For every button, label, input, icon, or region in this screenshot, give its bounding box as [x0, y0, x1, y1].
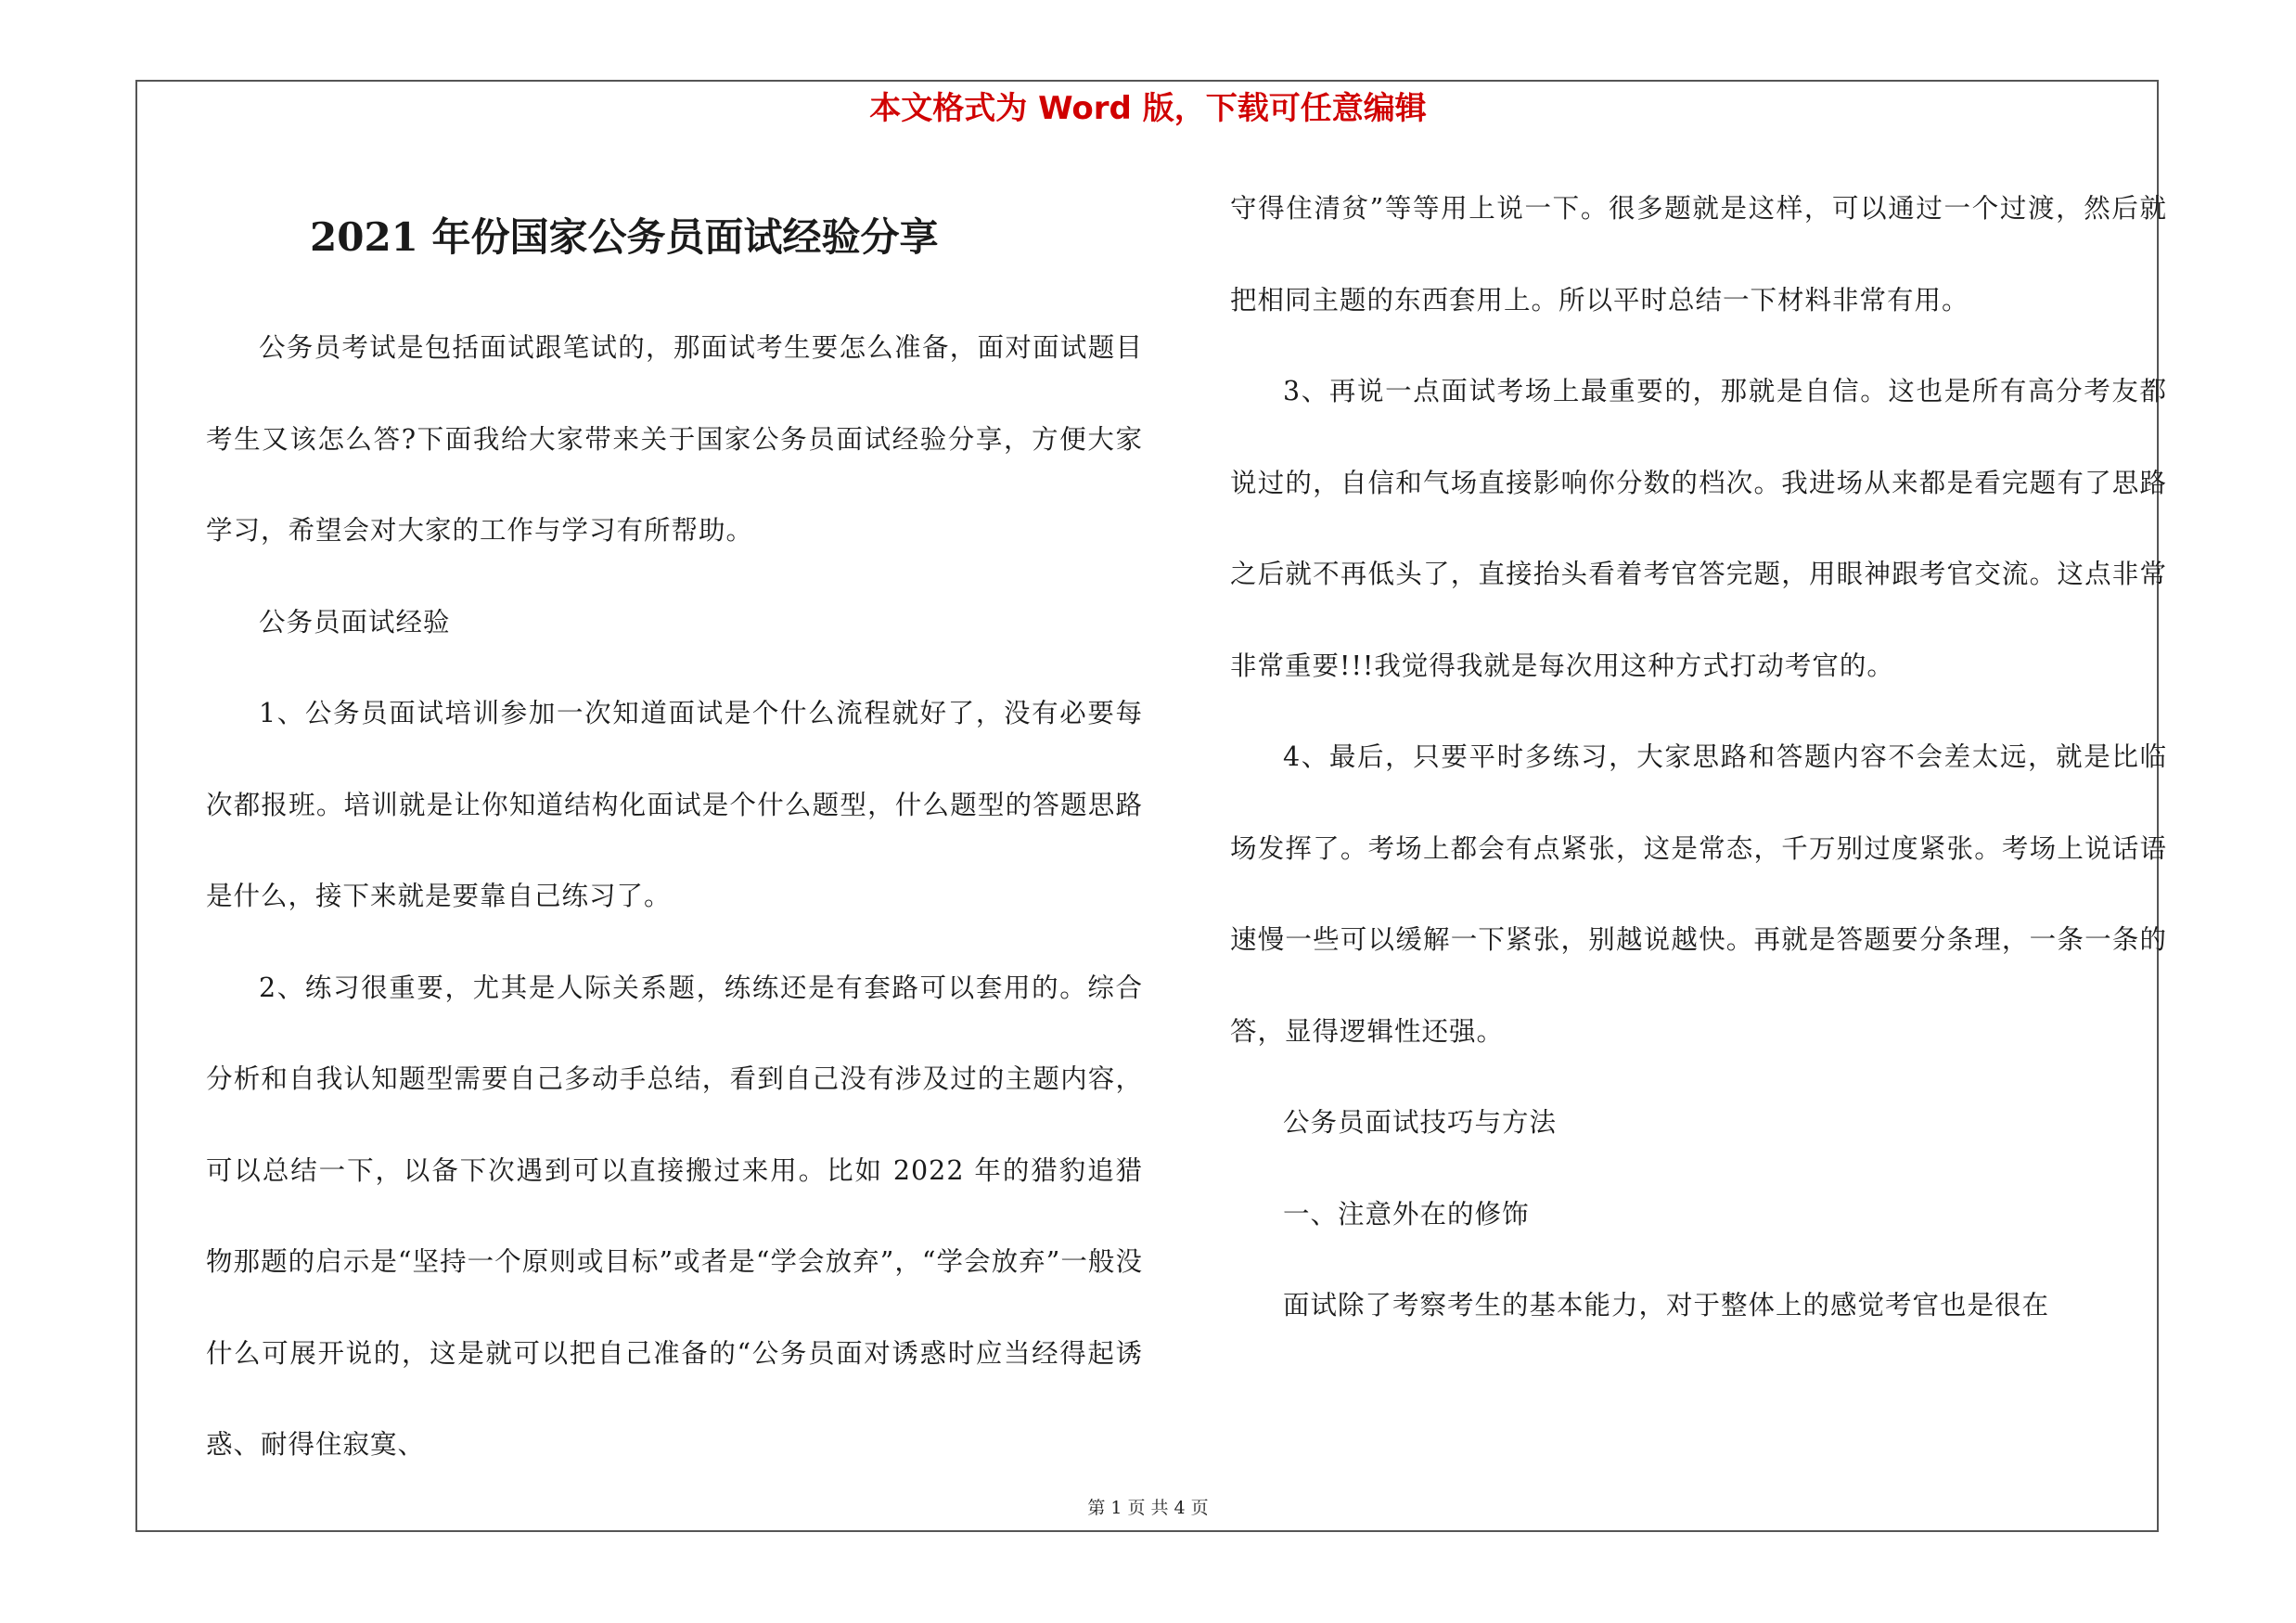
document-title: 2021 年份国家公务员面试经验分享	[310, 214, 939, 260]
paragraph-tip-1: 1、公务员面试培训参加一次知道面试是个什么流程就好了，没有必要每次都报班。培训就是让你知道结构化面试是个什么题型，什么题型的答题思路是什么，接下来就是要靠自己练习了。	[206, 698, 1143, 911]
paragraph-tip-2-continued: 守得住清贫”等等用上说一下。很多题就是这样，可以通过一个过渡，然后就把相同主题的东西套用上。所以平时总结一下材料非常有用。	[1230, 193, 2167, 316]
section-heading-experience: 公务员面试经验	[259, 606, 451, 638]
section-heading-techniques: 公务员面试技巧与方法	[1283, 1107, 1558, 1138]
format-banner: 本文格式为 Word 版，下载可任意编辑	[869, 90, 1427, 127]
paragraph-tip-2: 2、练习很重要，尤其是人际关系题，练练还是有套路可以套用的。综合分析和自我认知题型需要自己多动手总结，看到自己没有涉及过的主题内容，可以总结一下，以备下次遇到可以直接搬过来用。比如 2022 年的猎豹追猎物那题的启示是“坚持一个原则或目标”或者是“学会放弃”，“学会放弃”一般没什么可展开说的，这是就可以把自己准备的“公务员面对诱惑时应当经得起诱惑、耐得住寂寞、	[206, 972, 1143, 1460]
paragraph-tip-4: 4、最后，只要平时多练习，大家思路和答题内容不会差太远，就是比临场发挥了。考场上都会有点紧张，这是常态，千万别过度紧张。考场上说话语速慢一些可以缓解一下紧张，别越说越快。再就是答题要分条理，一条一条的答，显得逻辑性还强。	[1230, 741, 2167, 1047]
right-column	[1230, 163, 2167, 1352]
paragraph-intro: 公务员考试是包括面试跟笔试的，那面试考生要怎么准备，面对面试题目考生又该怎么答?下面我给大家带来关于国家公务员面试经验分享，方便大家学习，希望会对大家的工作与学习有所帮助。	[206, 332, 1143, 546]
paragraph-tip-3: 3、再说一点面试考场上最重要的，那就是自信。这也是所有高分考友都说过的，自信和气场直接影响你分数的档次。我进场从来都是看完题有了思路之后就不再低头了，直接抬头看着考官答完题，用眼神跟考官交流。这点非常非常重要!!!我觉得我就是每次用这种方式打动考官的。	[1230, 376, 2167, 681]
left-column	[206, 210, 1143, 1491]
paragraph-appearance: 面试除了考察考生的基本能力，对于整体上的感觉考官也是很在	[1283, 1290, 2050, 1320]
subheading-appearance: 一、注意外在的修饰	[1283, 1198, 1530, 1230]
page-footer: 第 1 页 共 4 页	[1087, 1498, 1209, 1518]
